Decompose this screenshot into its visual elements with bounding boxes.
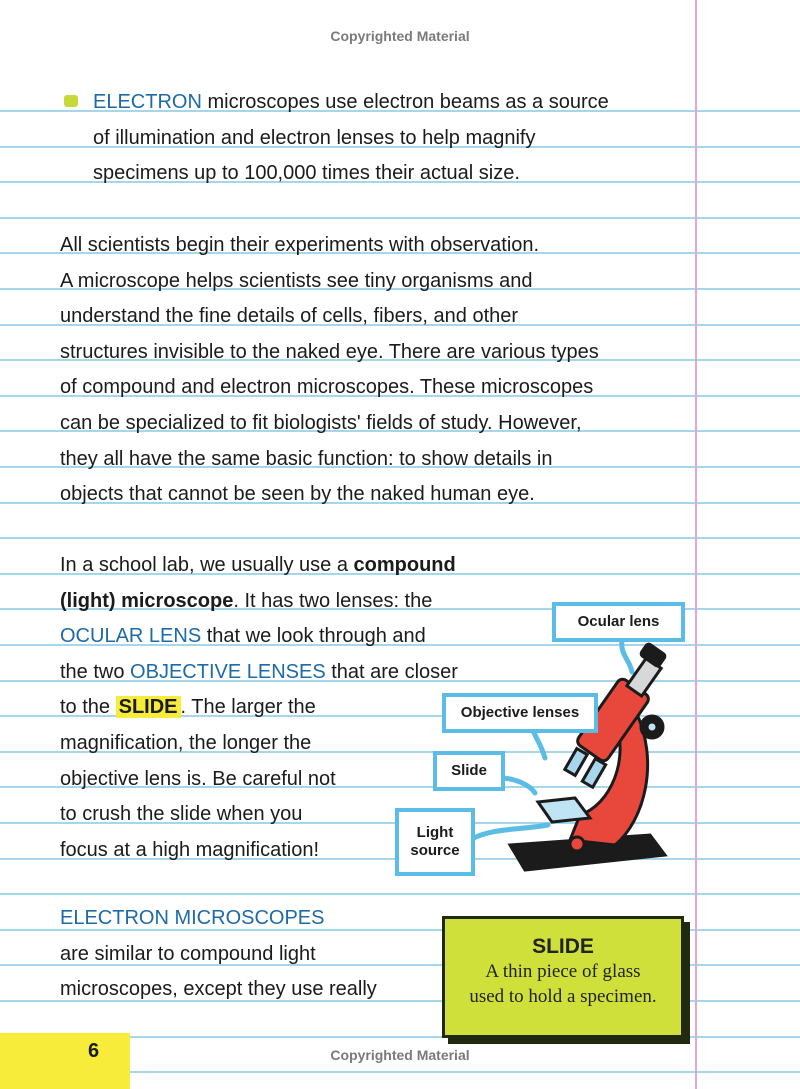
text-line: they all have the same basic function: to show details in	[60, 447, 553, 470]
term-electron: ELECTRON	[93, 91, 202, 113]
label-slide: Slide	[433, 751, 505, 791]
text-line: are similar to compound light	[60, 942, 316, 965]
text-line: focus at a high magnification!	[60, 838, 320, 861]
text-line: structures invisible to the naked eye. There are various types	[60, 340, 599, 363]
margin-line	[695, 0, 697, 1089]
heading-electron-microscopes: ELECTRON MICROSCOPES	[60, 907, 325, 929]
definition-text: used to hold a specimen.	[469, 986, 657, 1007]
text-line: A microscope helps scientists see tiny organisms and	[60, 269, 533, 292]
page-number: 6	[88, 1040, 100, 1062]
definition-text: A thin piece of glass	[485, 961, 641, 982]
term-light-microscope: (light) microscope	[60, 589, 234, 612]
label-ocular-lens: Ocular lens	[552, 602, 685, 642]
term-objective-lenses: OBJECTIVE LENSES	[130, 660, 326, 683]
bullet-icon	[64, 95, 78, 107]
label-objective-lenses: Objective lenses	[442, 693, 598, 733]
text-line: to crush the slide when you	[60, 803, 303, 826]
term-ocular-lens: OCULAR LENS	[60, 625, 202, 648]
paragraph-intro	[60, 228, 599, 513]
ruled-line	[0, 217, 800, 219]
definition-box-slide	[442, 916, 684, 1038]
ruled-line	[0, 537, 800, 539]
text-line: objects that cannot be seen by the naked human eye.	[60, 483, 535, 506]
text-line: magnification, the longer the	[60, 731, 312, 754]
copyright-footer: Copyrighted Material	[330, 1047, 470, 1063]
ruled-line	[0, 893, 800, 895]
paragraph-compound: In a school lab, we usually use a compound (light) microscope. It has two lenses: the OCULAR LENS that we look through and the two OBJECTIVE LENSES that are closer to the SLIDE . The larger the magnification, the longer the objective lens is. Be careful not to crush the slide when you focus at a high magnification!	[60, 548, 458, 868]
term-slide: SLIDE	[116, 696, 181, 718]
text-line: understand the fine details of cells, fibers, and other	[60, 305, 519, 328]
paragraph-electron	[60, 901, 377, 1008]
text-line: microscopes, except they use really	[60, 978, 377, 1001]
text-line: of compound and electron microscopes. These microscopes	[60, 376, 594, 399]
copyright-header: Copyrighted Material	[330, 28, 470, 44]
text-line: microscopes use electron beams as a source	[201, 91, 609, 113]
text-line: All scientists begin their experiments with observation.	[60, 234, 540, 256]
bullet-text	[93, 85, 609, 192]
term-compound: compound	[353, 554, 456, 576]
definition-title: SLIDE	[532, 935, 594, 958]
text-line: specimens up to 100,000 times their actual size.	[93, 162, 520, 185]
text-line: can be specialized to fit biologists' fields of study. However,	[60, 411, 582, 434]
label-light-source: Light source	[395, 808, 475, 876]
microscope-icon	[510, 643, 666, 870]
text-line: of illumination and electron lenses to help magnify	[93, 126, 536, 149]
text-line: objective lens is. Be careful not	[60, 767, 336, 790]
